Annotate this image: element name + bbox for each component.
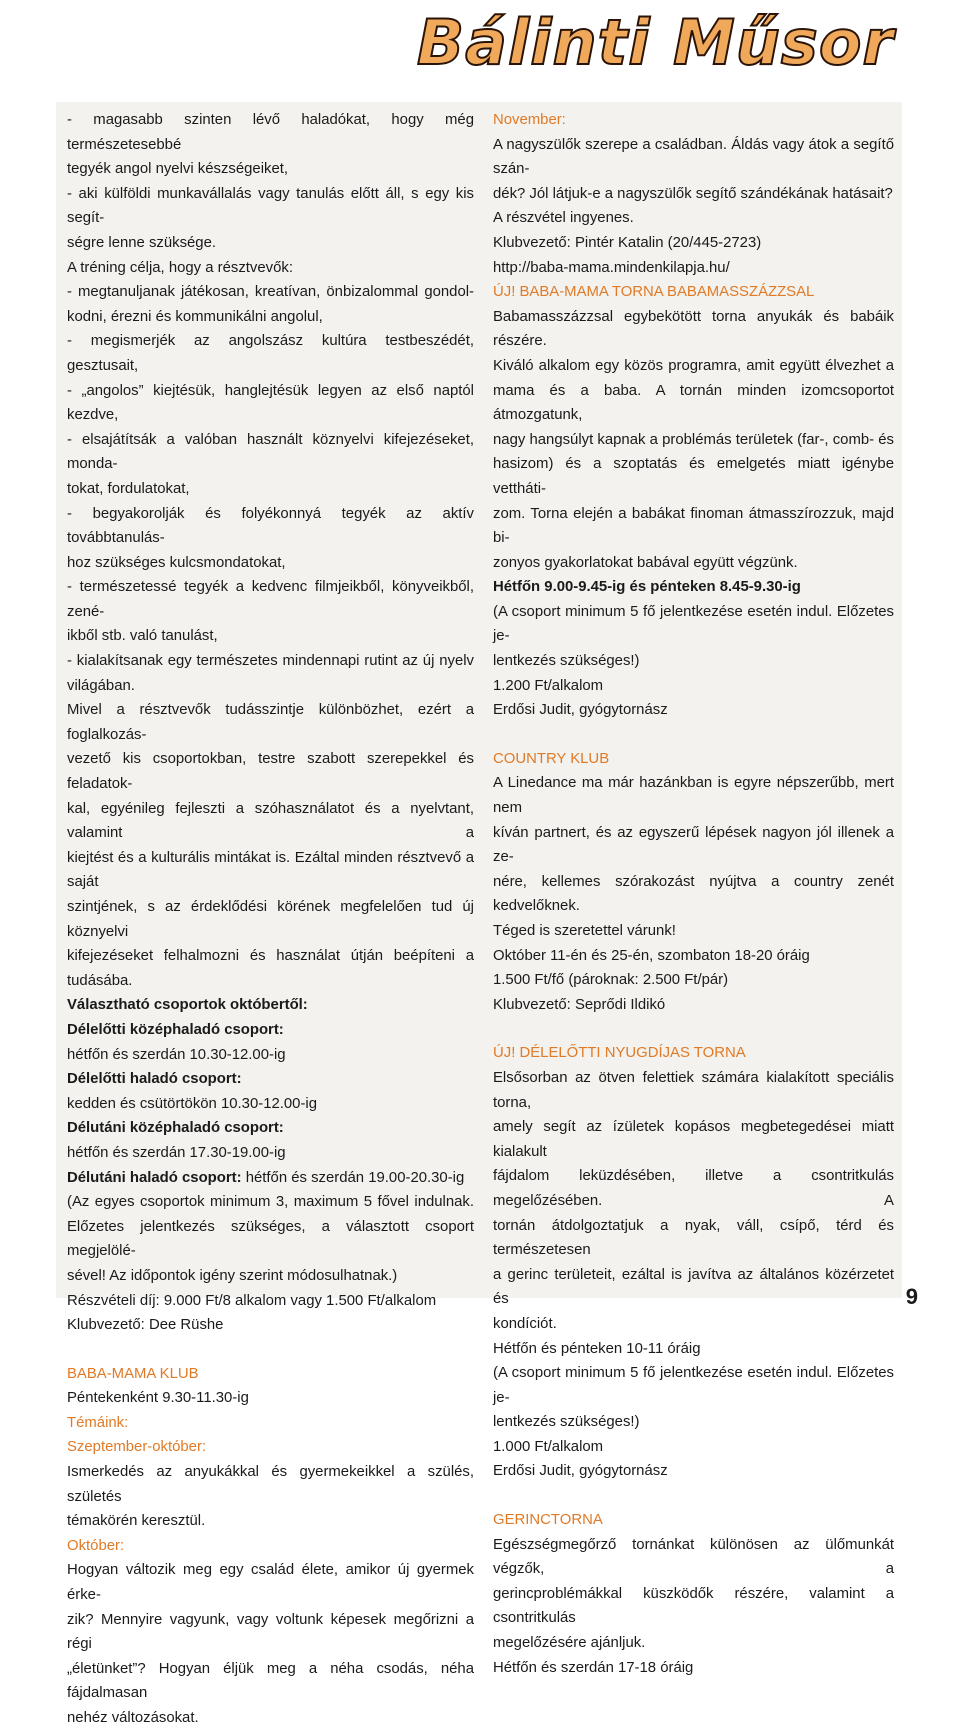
text-line: zik? Mennyire vagyunk, vagy voltunk képesek megőrizni a régi (67, 1611, 474, 1653)
text-line: hétfőn és szerdán 17.30-19.00-ig (67, 1144, 286, 1161)
text-line: Erdősi Judit, gyógytornász (493, 702, 668, 719)
right-column-text (493, 108, 894, 1680)
text-line: Mivel a résztvevők tudásszintje különbözhet, ezért a foglalkozás- (67, 702, 474, 743)
text-line: A tréning célja, hogy a résztvevők: (67, 259, 293, 276)
page-number: 9 (905, 1284, 918, 1309)
text-line: Október 11-én és 25-én, szombaton 18-20 óráig (493, 947, 810, 964)
text-line: mama és a baba. A tornán minden izomcsoportot átmozgatunk, (493, 382, 894, 424)
text-line: Klubvezető: Seprődi Ildikó (493, 996, 666, 1013)
text-line: megelőzésére ajánljuk. (493, 1635, 646, 1652)
text-line: - begyakorolják és folyékonnyá tegyék az aktív továbbtanulás- (67, 505, 474, 547)
text-line: Erdősi Judit, gyógytornász (493, 1463, 668, 1480)
text-line: hoz szükséges kulcsmondatokat, (67, 554, 286, 571)
text-line: kíván partnert, és az egyszerű lépések nagyon jól illenek a ze- (493, 824, 894, 866)
text-line: amely segít az ízületek kopásos megbetegedései miatt kialakult (493, 1119, 894, 1160)
text-line: nagy hangsúlyt kapnak a problémás területek (far-, comb- és (493, 431, 894, 448)
text-line: zonyos gyakorlatokat babával együtt végzünk. (493, 554, 798, 571)
text-line: tornán átdolgoztatjuk a nyak, váll, csípő, térd és természetesen (493, 1217, 894, 1259)
section-heading: ÚJ! BABA-MAMA TORNA BABAMASSZÁZZSAL (493, 284, 815, 301)
bold-label: Délutáni haladó csoport: (67, 1169, 242, 1186)
text-line: kal, egyénileg fejleszti a szóhasználatot és a nyelvtant, valamint a (67, 800, 474, 842)
right-column (482, 102, 902, 1676)
text-line: lentkezés szükséges!) (493, 1414, 640, 1431)
text-line: Babamasszázzsal egybekötött torna anyukák és babáik részére. (493, 308, 894, 350)
page-title: Bálinti Műsor (416, 6, 894, 79)
text-line: szintjének, s az érdeklődési körének megfelelően tud új köznyelvi (67, 899, 474, 940)
text-line: A Linedance ma már hazánkban is egyre népszerűbb, mert nem (493, 775, 894, 817)
text-line: kiejtést és a kulturális mintákat is. Ezáltal minden résztvevő a saját (67, 849, 474, 891)
section-heading: COUNTRY KLUB (493, 750, 610, 767)
text-line: (Az egyes csoportok minimum 3, maximum 5 fővel indulnak. (67, 1194, 474, 1211)
section-heading: November: (493, 112, 566, 128)
spacer (67, 1338, 474, 1362)
section-heading: Szeptember-október: (67, 1439, 207, 1456)
text-line: a gerinc területeit, ezáltal is javítva az általános közérzetet és (493, 1266, 894, 1308)
text-line: Hétfőn és pénteken 10-11 óráig (493, 1340, 701, 1357)
text-line: Délelőtti haladó csoport: (67, 1071, 242, 1088)
text-line: sével! Az időpontok igény szerint módosulhatnak.) (67, 1267, 398, 1284)
text-line: zom. Torna elején a babákat finoman átmasszírozzuk, majd bi- (493, 505, 894, 547)
text-line: Délutáni középhaladó csoport: (67, 1120, 284, 1137)
text-line: 1.500 Ft/fő (pároknak: 2.500 Ft/pár) (493, 972, 729, 989)
text-line: gerincproblémákkal küszködők részére, valamint a csontritkulás (493, 1585, 894, 1627)
text-line: Péntekenként 9.30-11.30-ig (67, 1390, 249, 1407)
text-line: Részvételi díj: 9.000 Ft/8 alkalom vagy 1.500 Ft/alkalom (67, 1292, 437, 1309)
text-line: - megtanuljanak játékosan, kreatívan, önbizalommal gondol- (67, 284, 474, 301)
text-line: tegyék angol nyelvi készségeiket, (67, 161, 289, 178)
text-line: dék? Jól látjuk-e a nagyszülők segítő szándékának hatásait? (493, 185, 893, 202)
text-line: A részvétel ingyenes. (493, 210, 634, 227)
text-line: 1.200 Ft/alkalom (493, 677, 604, 694)
text-line: hétfőn és szerdán 10.30-12.00-ig (67, 1046, 286, 1063)
text-span: hétfőn és szerdán 19.00-20.30-ig (241, 1169, 465, 1186)
text-line: Előzetes jelentkezés szükséges, a választott csoport megjelölé- (67, 1218, 474, 1260)
text-line: Hogyan változik meg egy család élete, amikor új gyermek érke- (67, 1562, 474, 1604)
text-line: A nagyszülők szerepe a családban. Áldás vagy átok a segítő szán- (493, 136, 894, 178)
text-line: Hétfőn és szerdán 17-18 óráig (493, 1659, 694, 1676)
text-line: lentkezés szükséges!) (493, 653, 640, 670)
text-line: - magasabb szinten lévő haladókat, hogy még természetesebbé (67, 112, 474, 153)
spacer (493, 723, 894, 747)
text-line: http://baba-mama.mindenkilapja.hu/ (493, 259, 730, 276)
text-line: kondíciót. (493, 1315, 557, 1332)
text-line: - kialakítsanak egy természetes mindennapi rutint az új nyelv (67, 653, 474, 670)
text-line: - aki külföldi munkavállalás vagy tanulás előtt áll, s egy kis segít- (67, 185, 474, 227)
text-line: fájdalom leküzdésében, illetve a csontritkulás megelőzésében. A (493, 1168, 894, 1209)
section-heading: ÚJ! DÉLELŐTTI NYUGDÍJAS TORNA (493, 1045, 746, 1062)
text-line: 1.000 Ft/alkalom (493, 1438, 604, 1455)
text-line: „életünket”? Hogyan éljük meg a néha csodás, néha fájdalmasan (67, 1660, 474, 1702)
text-line: világában. (67, 677, 135, 694)
text-line: (A csoport minimum 5 fő jelentkezése esetén indul. Előzetes je- (493, 1365, 894, 1406)
text-line: Hétfőn 9.00-9.45-ig és pénteken 8.45-9.30-ig (493, 579, 801, 596)
section-heading: GERINCTORNA (493, 1512, 603, 1529)
text-line: kodni, érezni és kommunikálni angolul, (67, 308, 323, 325)
text-line: nehéz változásokat. (67, 1710, 199, 1726)
left-column-text (67, 108, 474, 1731)
spacer (493, 1017, 894, 1041)
text-line: Klubvezető: Pintér Katalin (20/445-2723) (493, 234, 762, 251)
text-line: ikből stb. való tanulást, (67, 628, 218, 645)
text-line: ségre lenne szüksége. (67, 234, 217, 251)
text-line: - elsajátítsák a valóban használt köznyelvi kifejezéseket, monda- (67, 431, 474, 473)
text-line: Délelőtti középhaladó csoport: (67, 1021, 284, 1038)
section-heading: Témáink: (67, 1414, 129, 1431)
text-line: kifejezéseket felhalmozni és használat útján beépíteni a tudásába. (67, 948, 474, 989)
text-line: Elsősorban az ötven felettiek számára kialakított speciális torna, (493, 1069, 894, 1111)
text-line: Kiváló alkalom egy közös programra, amit együtt élvezhet a (493, 357, 894, 374)
section-heading: Október: (67, 1537, 125, 1554)
section-heading: BABA-MAMA KLUB (67, 1365, 199, 1382)
text-line: - természetessé tegyék a kedvenc filmjeikből, könyveikből, zené- (67, 579, 474, 620)
text-line: Ismerkedés az anyukákkal és gyermekeikkel a szülés, születés (67, 1464, 474, 1505)
text-line: témakörén keresztül. (67, 1513, 206, 1530)
text-line: - megismerjék az angolszász kultúra testbeszédét, gesztusait, (67, 333, 474, 374)
text-line: tokat, fordulatokat, (67, 480, 190, 497)
text-line: hasizom) és a szoptatás és emelgetés miatt igénybe vettháti- (493, 456, 894, 497)
text-line: kedden és csütörtökön 10.30-12.00-ig (67, 1095, 317, 1112)
left-column (56, 102, 482, 1726)
spacer (493, 1484, 894, 1508)
text-line: vezető kis csoportokban, testre szabott szerepekkel és feladatok- (67, 751, 474, 793)
text-line: (A csoport minimum 5 fő jelentkezése esetén indul. Előzetes je- (493, 603, 894, 645)
text-line: Választható csoportok októbertől: (67, 997, 308, 1014)
text-line: nére, kellemes szórakozást nyújtva a country zenét kedvelőknek. (493, 873, 894, 915)
text-line: Klubvezető: Dee Rüshe (67, 1317, 224, 1334)
text-line: Téged is szeretettel várunk! (493, 923, 676, 939)
text-line: - „angolos” kiejtésük, hanglejtésük legyen az első naptól kezdve, (67, 382, 474, 424)
text-line: Egészségmegőrző tornánkat különösen az ülőmunkát végzők, a (493, 1536, 894, 1578)
text-line (67, 1166, 474, 1191)
